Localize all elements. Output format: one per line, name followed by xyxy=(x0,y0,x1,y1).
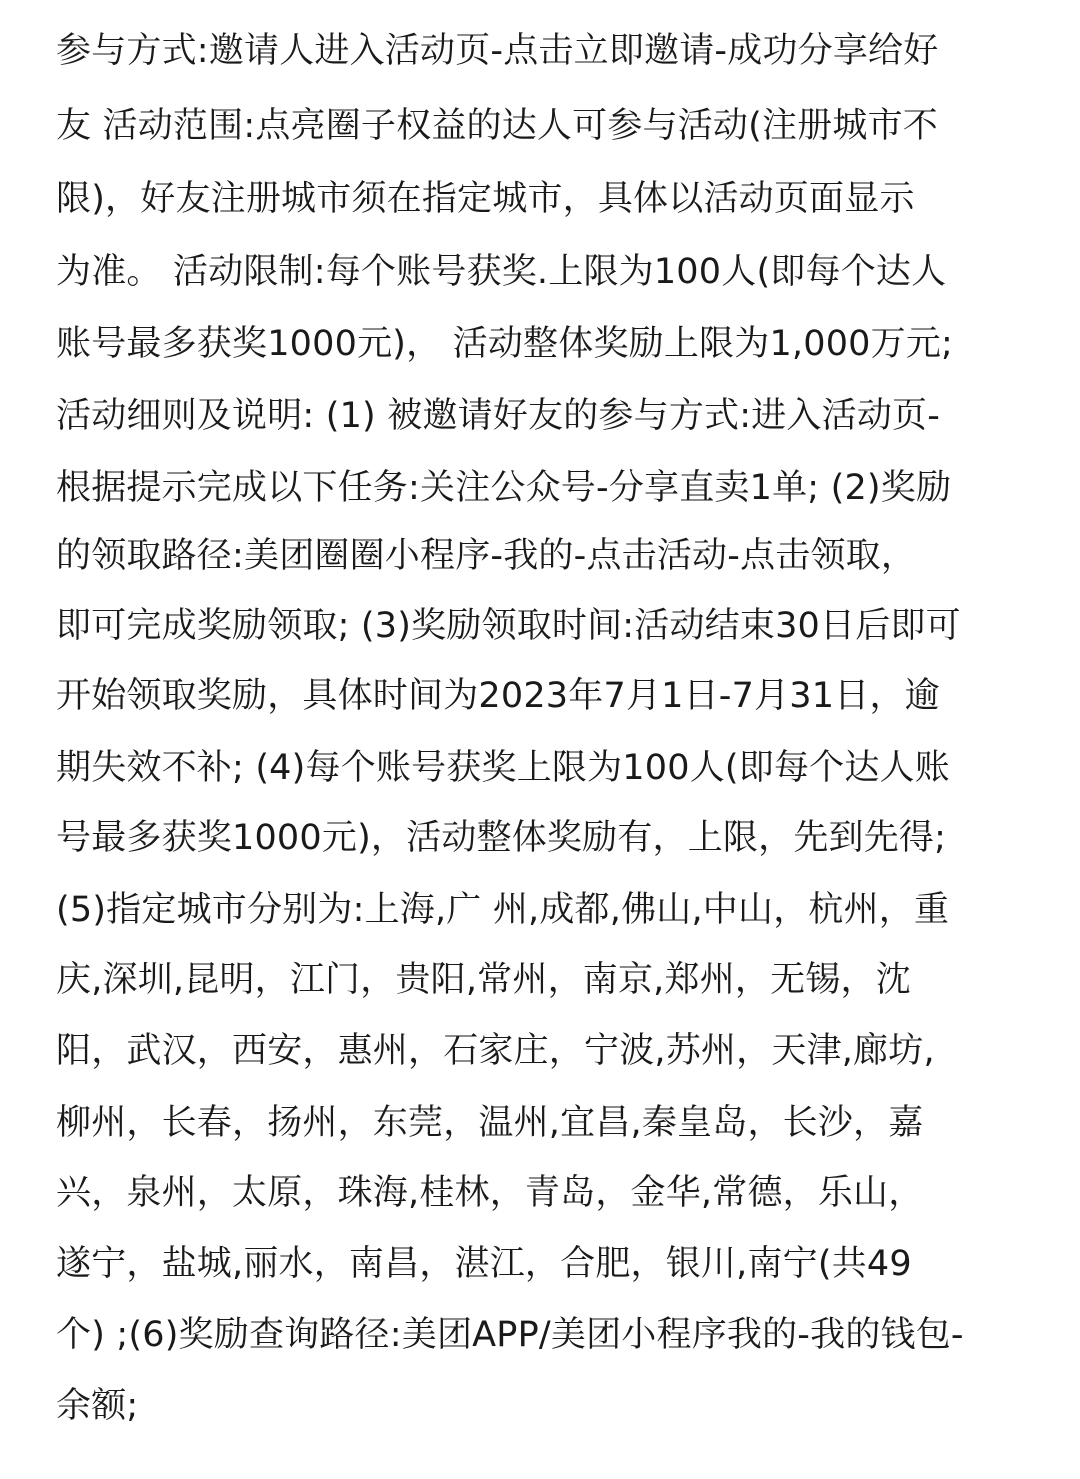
text-line: 余额; xyxy=(56,1386,139,1426)
text-line: 即可完成奖励领取; (3)奖励领取时间:活动结束30日后即可 xyxy=(56,606,961,646)
text-line: 活动细则及说明: (1) 被邀请好友的参与方式:进入活动页- xyxy=(56,396,941,436)
text-line: 友 活动范围:点亮圈子权益的达人可参与活动(注册城市不 xyxy=(56,106,938,146)
text-line: 遂宁，盐城,丽水，南昌，湛江，合肥，银川,南宁(共49 xyxy=(56,1244,912,1284)
text-line: 号最多获奖1000元)，活动整体奖励有，上限，先到先得; xyxy=(56,818,947,858)
text-line: (5)指定城市分别为:上海,广 州,成都,佛山,中山，杭州，重 xyxy=(56,890,950,930)
text-line: 根据提示完成以下任务:关注公众号-分享直卖1单; (2)奖励 xyxy=(56,468,952,508)
text-line: 兴，泉州，太原，珠海,桂林，青岛，金华,常德，乐山， xyxy=(56,1173,924,1213)
text-line: 庆,深圳,昆明，江门，贵阳,常州，南京,郑州，无锡，沈 xyxy=(56,960,911,1000)
text-line: 的领取路径:美团圈圈小程序-我的-点击活动-点击领取， xyxy=(56,536,917,576)
text-line: 参与方式:邀请人进入活动页-点击立即邀请-成功分享给好 xyxy=(56,31,939,71)
text-line: 为准。 活动限制:每个账号获奖.上限为100人(即每个达人 xyxy=(56,252,947,292)
text-line: 限)，好友注册城市须在指定城市，具体以活动页面显示 xyxy=(56,179,915,219)
text-line: 开始领取奖励，具体时间为2023年7月1日-7月31日，逾 xyxy=(56,676,940,716)
text-line: 个) ;(6)奖励查询路径:美团APP/美团小程序我的-我的钱包- xyxy=(56,1315,964,1355)
text-line: 账号最多获奖1000元)， 活动整体奖励上限为1,000万元; xyxy=(56,324,954,364)
text-line: 期失效不补; (4)每个账号获奖上限为100人(即每个达人账 xyxy=(56,748,950,788)
text-line: 阳，武汉，西安，惠州，石家庄，宁波,苏州，天津,廊坊, xyxy=(56,1031,935,1071)
text-line: 柳州，长春，扬州，东莞，温州,宜昌,秦皇岛，长沙，嘉 xyxy=(56,1103,924,1143)
